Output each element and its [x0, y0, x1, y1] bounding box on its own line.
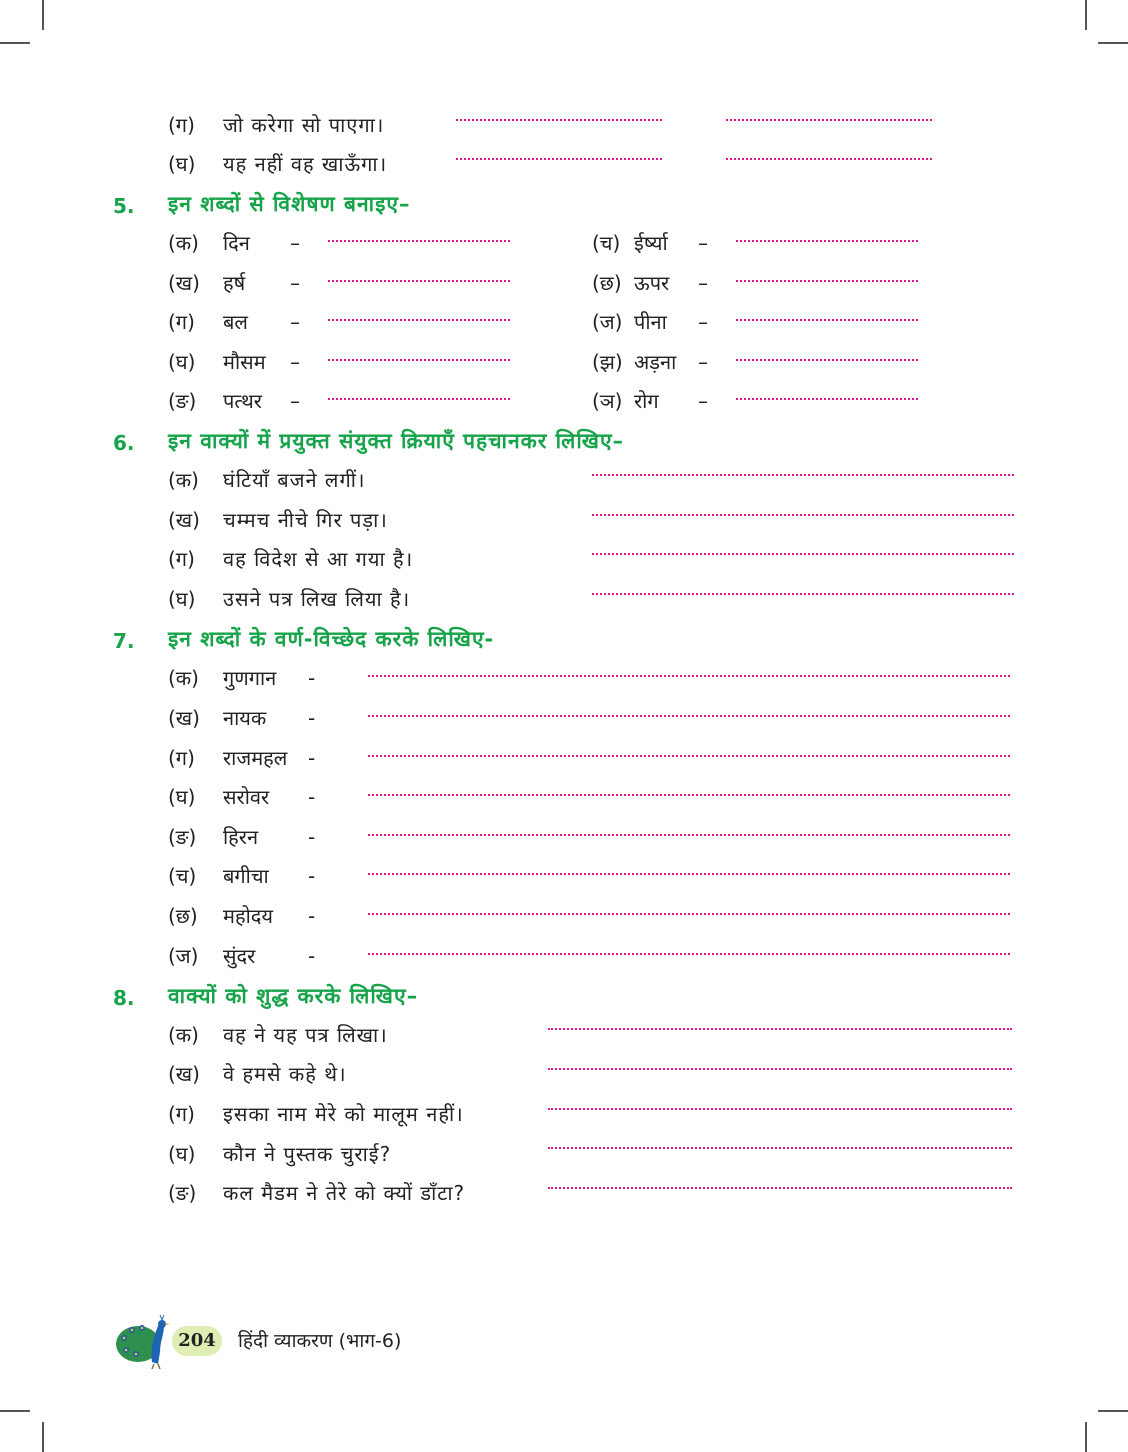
item-label: (घ) — [168, 587, 196, 611]
sentence-text: इसका नाम मेरे को मालूम नहीं। — [223, 1102, 464, 1126]
item-label: (क) — [168, 231, 199, 255]
answer-line[interactable] — [368, 953, 1010, 955]
item-label: (ख) — [168, 1062, 200, 1086]
book-title: हिंदी व्याकरण (भाग-6) — [238, 1330, 402, 1352]
word: दिन — [223, 231, 250, 255]
item-label: (ञ) — [592, 389, 623, 413]
item-label: (छ) — [592, 271, 622, 295]
answer-line[interactable] — [548, 1187, 1012, 1189]
answer-line[interactable] — [736, 319, 918, 321]
dash: - — [308, 666, 316, 690]
item-label: (ग) — [168, 547, 195, 571]
question-title: वाक्यों को शुद्ध करके लिखिए– — [168, 984, 419, 1008]
item-label: (ङ) — [168, 825, 197, 849]
answer-line[interactable] — [592, 474, 1014, 476]
item-label: (ख) — [168, 706, 200, 730]
sentence-text: चम्मच नीचे गिर पड़ा। — [223, 508, 388, 532]
dash: – — [290, 271, 300, 295]
item-label: (घ) — [168, 350, 196, 374]
question-number: 6. — [113, 431, 135, 455]
word: राजमहल — [223, 746, 288, 770]
crop-mark — [0, 1410, 30, 1412]
dash: – — [290, 310, 300, 334]
answer-line[interactable] — [368, 794, 1010, 796]
word: ऊपर — [634, 271, 670, 295]
answer-line[interactable] — [328, 280, 510, 282]
answer-line[interactable] — [368, 873, 1010, 875]
dash: – — [698, 389, 708, 413]
answer-line[interactable] — [456, 119, 662, 121]
item-label: (ज) — [168, 944, 199, 968]
item-label: (ग) — [168, 1102, 195, 1126]
item-label: (क) — [168, 666, 199, 690]
question-title: इन शब्दों के वर्ण-विच्छेद करके लिखिए- — [168, 627, 495, 651]
crop-mark — [42, 0, 44, 30]
answer-line[interactable] — [368, 675, 1010, 677]
word: हिरन — [223, 825, 259, 849]
dash: – — [698, 231, 708, 255]
crop-mark — [1085, 0, 1087, 30]
word: गुणगान — [223, 666, 277, 690]
answer-line[interactable] — [368, 755, 1010, 757]
item-label: (छ) — [168, 904, 198, 928]
dash: – — [290, 350, 300, 374]
answer-line[interactable] — [368, 913, 1010, 915]
dash: - — [308, 904, 316, 928]
answer-line[interactable] — [328, 319, 510, 321]
item-label: (घ) — [168, 152, 196, 176]
item-label: (च) — [168, 864, 197, 888]
answer-line[interactable] — [736, 280, 918, 282]
sentence-text: कल मैडम ने तेरे को क्यों डाँटा? — [223, 1181, 466, 1205]
item-label: (झ) — [592, 350, 623, 374]
item-label: (ग) — [168, 113, 195, 137]
word: ईर्ष्या — [634, 231, 668, 255]
word: सुंदर — [223, 944, 256, 968]
answer-line[interactable] — [368, 834, 1010, 836]
answer-line[interactable] — [548, 1068, 1012, 1070]
answer-line[interactable] — [736, 398, 918, 400]
answer-line[interactable] — [726, 158, 932, 160]
item-label: (घ) — [168, 785, 196, 809]
answer-line[interactable] — [548, 1147, 1012, 1149]
dash: – — [290, 231, 300, 255]
word: अड़ना — [634, 350, 677, 374]
sentence-text: यह नहीं वह खाऊँगा। — [223, 152, 388, 176]
sentence-text: उसने पत्र लिख लिया है। — [223, 587, 411, 611]
word: पीना — [634, 310, 667, 334]
word: मौसम — [223, 350, 266, 374]
item-label: (ङ) — [168, 1181, 197, 1205]
answer-line[interactable] — [736, 359, 918, 361]
crop-mark — [0, 42, 30, 44]
answer-line[interactable] — [548, 1108, 1012, 1110]
item-label: (ग) — [168, 310, 195, 334]
answer-line[interactable] — [328, 398, 510, 400]
answer-line[interactable] — [368, 715, 1010, 717]
crop-mark — [42, 1422, 44, 1452]
dash: - — [308, 825, 316, 849]
page-number: 204 — [172, 1326, 222, 1356]
dash: – — [698, 271, 708, 295]
item-label: (ज) — [592, 310, 623, 334]
question-number: 7. — [113, 629, 135, 653]
sentence-text: वह ने यह पत्र लिखा। — [223, 1023, 388, 1047]
dash: - — [308, 706, 316, 730]
crop-mark — [1098, 1410, 1128, 1412]
word: बगीचा — [223, 864, 269, 888]
sentence-text: वे हमसे कहे थे। — [223, 1062, 347, 1086]
dash: - — [308, 944, 316, 968]
item-label: (च) — [592, 231, 621, 255]
crop-mark — [1098, 42, 1128, 44]
sentence-text: जो करेगा सो पाएगा। — [223, 113, 385, 137]
question-number: 5. — [113, 194, 135, 218]
sentence-text: वह विदेश से आ गया है। — [223, 547, 414, 571]
answer-line[interactable] — [726, 119, 932, 121]
answer-line[interactable] — [592, 593, 1014, 595]
question-title: इन वाक्यों में प्रयुक्त संयुक्त क्रियाएँ पहचानकर लिखिए– — [168, 429, 625, 453]
item-label: (ख) — [168, 508, 200, 532]
answer-line[interactable] — [592, 514, 1014, 516]
sentence-text: घंटियाँ बजने लगीं। — [223, 468, 366, 492]
word: सरोवर — [223, 785, 270, 809]
answer-line[interactable] — [736, 240, 918, 242]
dash: – — [290, 389, 300, 413]
question-title: इन शब्दों से विशेषण बनाइए– — [168, 192, 411, 216]
item-label: (ग) — [168, 746, 195, 770]
word: नायक — [223, 706, 267, 730]
word: पत्थर — [223, 389, 262, 413]
dash: - — [308, 864, 316, 888]
word: रोग — [634, 389, 659, 413]
item-label: (क) — [168, 1023, 199, 1047]
word: महोदय — [223, 904, 273, 928]
item-label: (घ) — [168, 1142, 196, 1166]
item-label: (ख) — [168, 271, 200, 295]
dash: - — [308, 785, 316, 809]
answer-line[interactable] — [456, 158, 662, 160]
sentence-text: कौन ने पुस्तक चुराई? — [223, 1142, 392, 1166]
word: बल — [223, 310, 248, 334]
crop-mark — [1085, 1422, 1087, 1452]
dash: – — [698, 310, 708, 334]
peacock-icon — [114, 1312, 178, 1370]
dash: – — [698, 350, 708, 374]
question-number: 8. — [113, 986, 135, 1010]
item-label: (ङ) — [168, 389, 197, 413]
answer-line[interactable] — [548, 1028, 1012, 1030]
item-label: (क) — [168, 468, 199, 492]
answer-line[interactable] — [328, 359, 510, 361]
answer-line[interactable] — [328, 240, 510, 242]
word: हर्ष — [223, 271, 246, 295]
dash: - — [308, 746, 316, 770]
answer-line[interactable] — [592, 553, 1014, 555]
